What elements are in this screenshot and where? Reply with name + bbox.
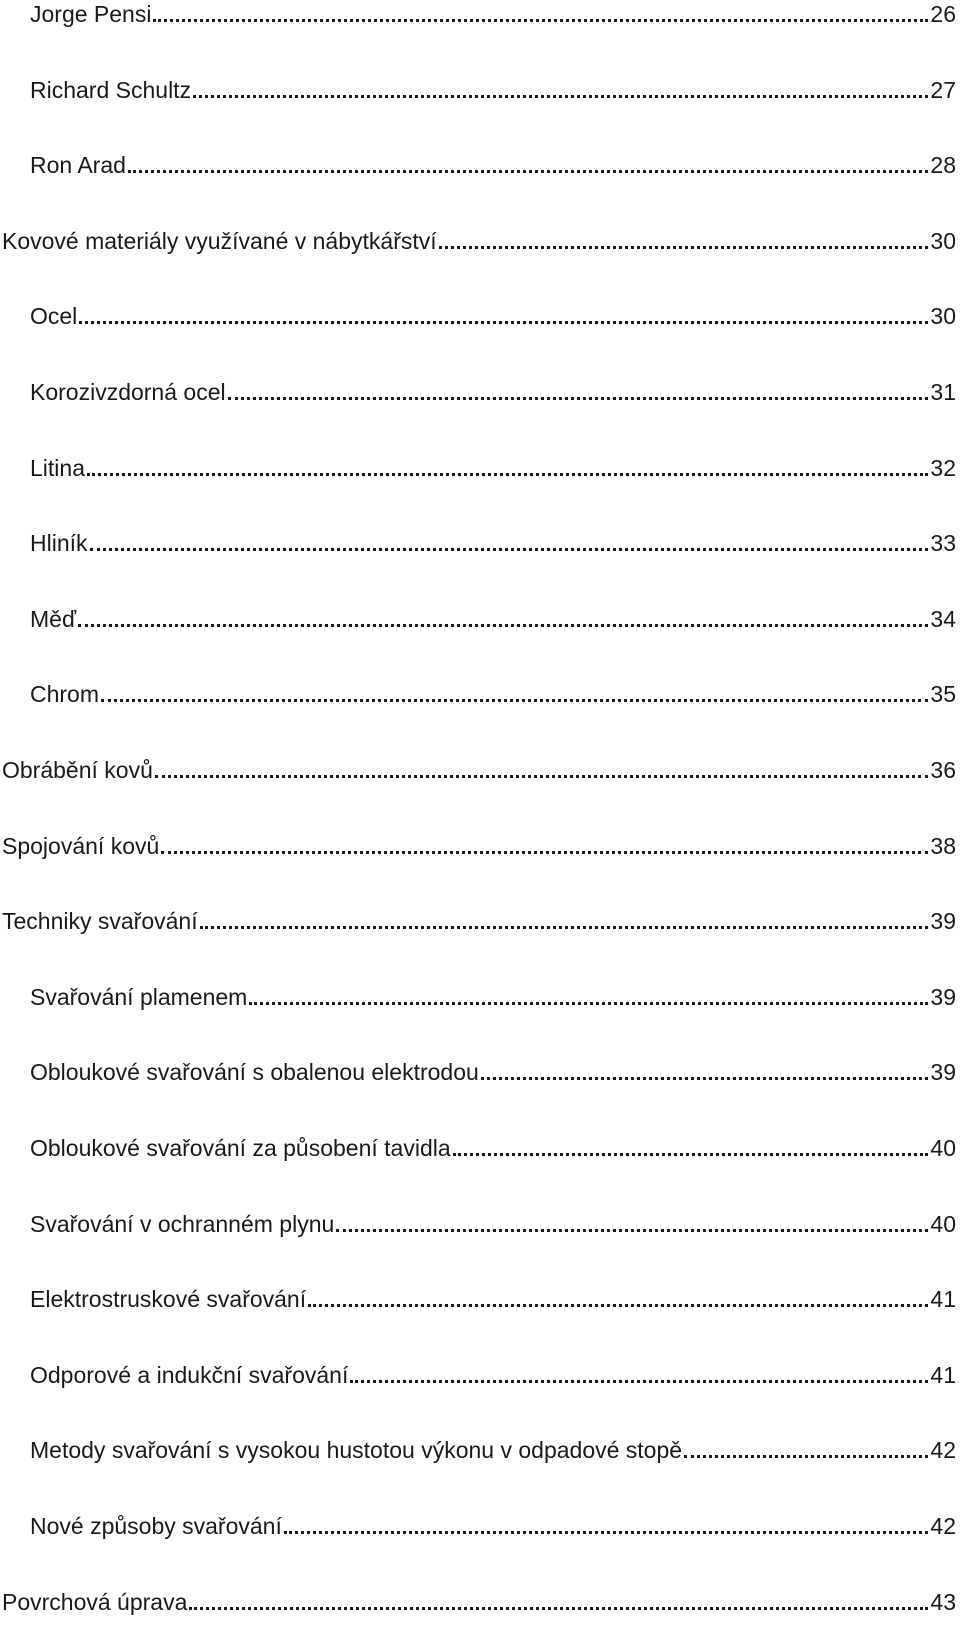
toc-entry-page-number: 40 <box>930 1210 956 1237</box>
toc-entry-page-number: 43 <box>930 1588 956 1615</box>
toc-entry-title: Ron Arad <box>30 152 126 179</box>
toc-entry[interactable] <box>0 971 956 1011</box>
dot-leader <box>200 926 929 929</box>
toc-entry[interactable] <box>0 1500 956 1540</box>
dot-leader <box>284 1531 929 1534</box>
toc-entry-page-number: 38 <box>930 832 956 859</box>
toc-entry-title: Svařování v ochranném plynu <box>30 1210 335 1237</box>
toc-entry-page-number: 34 <box>930 605 956 632</box>
toc-entry[interactable] <box>0 744 956 784</box>
dot-leader <box>439 246 929 249</box>
toc-entry-page-number: 27 <box>930 76 956 103</box>
toc-entry-title: Obloukové svařování s obalenou elektrodou <box>30 1059 479 1086</box>
toc-entry-title: Techniky svařování <box>2 908 198 935</box>
dot-leader <box>155 775 929 778</box>
toc-entry-page-number: 36 <box>930 757 956 783</box>
toc-entry[interactable] <box>0 139 956 179</box>
toc-entry-title: Měď <box>30 605 77 632</box>
toc-entry-page-number: 32 <box>930 454 956 481</box>
toc-entry-page-number: 41 <box>930 1361 956 1388</box>
toc-entry-title: Spojování kovů <box>2 832 160 859</box>
toc-entry-page-number: 31 <box>930 379 956 405</box>
toc-entry[interactable] <box>0 1576 956 1616</box>
dot-leader <box>87 473 928 476</box>
toc-entry[interactable] <box>0 64 956 104</box>
toc-entry-page-number: 39 <box>930 908 956 935</box>
toc-entry-page-number: 28 <box>930 152 956 179</box>
dot-leader <box>153 19 928 22</box>
toc-entry-title: Povrchová úprava <box>2 1588 188 1615</box>
dot-leader <box>79 321 928 324</box>
toc-entry[interactable] <box>0 1273 956 1313</box>
dot-leader <box>684 1455 928 1458</box>
toc-entry-page-number: 39 <box>930 1059 956 1086</box>
toc-entry-title: Richard Schultz <box>30 76 192 103</box>
toc-entry-page-number: 41 <box>930 1286 956 1313</box>
toc-entry[interactable] <box>0 1046 956 1086</box>
toc-entry[interactable] <box>0 593 956 633</box>
toc-entry-title: Obrábění kovů <box>2 757 153 783</box>
toc-entry-page-number: 26 <box>930 1 956 27</box>
toc-entry-page-number: 30 <box>930 227 956 254</box>
toc-entry[interactable] <box>0 1198 956 1238</box>
toc-entry[interactable] <box>0 0 956 28</box>
toc-entry[interactable] <box>0 820 956 860</box>
toc-entry-page-number: 30 <box>930 303 956 330</box>
toc-entry-page-number: 42 <box>930 1513 956 1539</box>
dot-leader <box>78 624 928 627</box>
toc-entry-page-number: 33 <box>930 530 956 557</box>
dot-leader <box>336 1229 928 1232</box>
toc-entry-title: Hliník <box>30 530 88 557</box>
toc-entry-title: Obloukové svařování za působení tavidla <box>30 1135 451 1161</box>
toc-entry[interactable] <box>0 895 956 935</box>
dot-leader <box>308 1304 928 1307</box>
dot-leader <box>249 1002 928 1005</box>
toc-entry[interactable] <box>0 366 956 406</box>
toc-entry-title: Metody svařování s vysokou hustotou výkonu v odpadové stopě <box>30 1437 683 1464</box>
toc-entry-title: Elektrostruskové svařování <box>30 1286 307 1313</box>
toc-entry-title: Ocel <box>30 303 78 330</box>
toc-entry-title: Jorge Pensi <box>30 1 152 27</box>
dot-leader <box>161 851 928 854</box>
dot-leader <box>228 397 929 400</box>
toc-entry-page-number: 40 <box>930 1135 956 1161</box>
toc-entry[interactable] <box>0 1122 956 1162</box>
toc-entry-page-number: 42 <box>930 1437 956 1464</box>
toc-entry-title: Svařování plamenem <box>30 983 248 1010</box>
dot-leader <box>350 1380 928 1383</box>
dot-leader <box>189 1607 928 1610</box>
toc-entry[interactable] <box>0 215 956 255</box>
toc-entry-title: Chrom <box>30 681 100 708</box>
toc-entry-title: Nové způsoby svařování <box>30 1513 282 1539</box>
toc-entry-page-number: 35 <box>930 681 956 708</box>
toc-entry[interactable] <box>0 442 956 482</box>
dot-leader <box>90 548 929 551</box>
toc-entry[interactable] <box>0 668 956 708</box>
toc-entry[interactable] <box>0 1424 956 1464</box>
dot-leader <box>481 1077 929 1080</box>
toc-entry[interactable] <box>0 517 956 557</box>
toc-entry-title: Litina <box>30 454 85 481</box>
dot-leader <box>101 699 928 702</box>
toc-entry-title: Odporové a indukční svařování <box>30 1361 349 1388</box>
toc-entry[interactable] <box>0 1349 956 1389</box>
dot-leader <box>128 170 929 173</box>
toc-entry-page-number: 39 <box>930 983 956 1010</box>
dot-leader <box>453 1153 929 1156</box>
toc-entry[interactable] <box>0 290 956 330</box>
toc-entry-title: Kovové materiály využívané v nábytkářství <box>2 227 437 254</box>
dot-leader <box>193 95 928 98</box>
toc-entry-title: Korozivzdorná ocel <box>30 379 226 405</box>
